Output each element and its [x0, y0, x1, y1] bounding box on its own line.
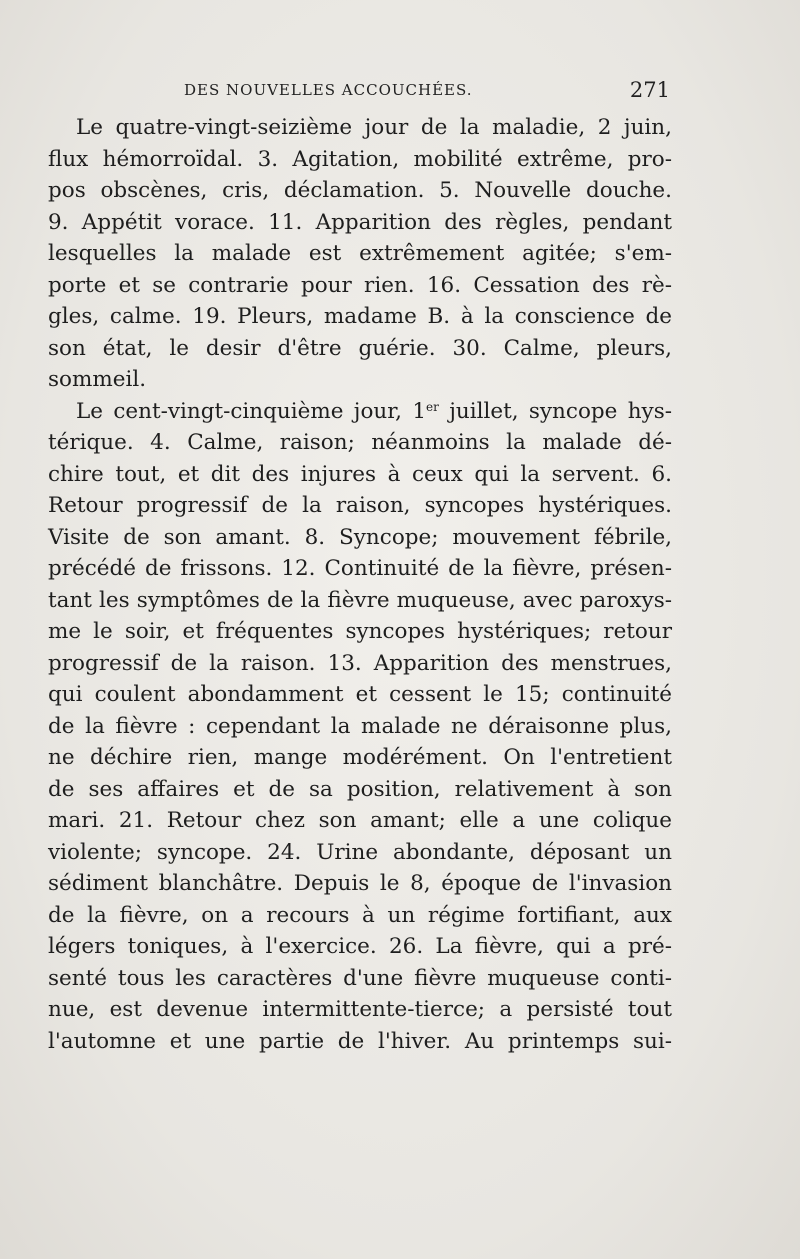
page-number: 271 [629, 78, 670, 102]
text-line: chire tout, et dit des injures à ceux qui la servent. 6. [48, 461, 672, 487]
text-line: flux hémorroïdal. 3. Agitation, mobilité extrême, pro- [48, 146, 672, 172]
text-line: Retour progressif de la raison, syncopes hystériques. [48, 493, 672, 518]
text-line: de la fièvre : cependant la malade ne déraisonne plus, [48, 713, 672, 739]
text-line: tant les symptômes de la fièvre muqueuse, avec paroxys- [48, 587, 672, 613]
text-line: térique. 4. Calme, raison; néanmoins la malade dé- [48, 430, 672, 455]
paragraph-2 [48, 396, 672, 1058]
text-line: Le quatre-vingt-seizième jour de la maladie, 2 juin, [76, 115, 672, 140]
running-head [48, 76, 670, 104]
text-line: son état, le desir d'être guérie. 30. Calme, pleurs, [48, 335, 672, 361]
text-line: porte et se contrarie pour rien. 16. Cessation des rè- [48, 272, 672, 298]
paragraph-1 [48, 112, 672, 396]
text-line: violente; syncope. 24. Urine abondante, déposant un [48, 839, 672, 865]
text-line: lesquelles la malade est extrêmement agitée; s'em- [48, 241, 672, 266]
text-line: précédé de frissons. 12. Continuité de la fièvre, présen- [48, 556, 672, 581]
body-text [48, 112, 672, 1057]
text-line: sommeil. [48, 367, 147, 392]
text-line: Le cent-vingt-cinquième jour, 1er juillet, syncope hys- [76, 398, 672, 424]
text-line: gles, calme. 19. Pleurs, madame B. à la conscience de [48, 304, 672, 329]
text-line: sédiment blanchâtre. Depuis le 8, époque de l'invasion [48, 871, 672, 896]
text-line: de ses affaires et de sa position, relativement à son [48, 776, 672, 802]
text-line: l'automne et une partie de l'hiver. Au printemps sui- [48, 1028, 672, 1054]
text-line: 9. Appétit vorace. 11. Apparition des règles, pendant [48, 209, 672, 235]
text-line: progressif de la raison. 13. Apparition des menstrues, [48, 650, 672, 676]
text-line: me le soir, et fréquentes syncopes hystériques; retour [48, 619, 672, 644]
text-line: senté tous les caractères d'une fièvre muqueuse conti- [48, 965, 672, 991]
text-line: de la fièvre, on a recours à un régime fortifiant, aux [48, 902, 672, 928]
text-line: ne déchire rien, mange modérément. On l'entretient [48, 745, 672, 770]
text-line: qui coulent abondamment et cessent le 15; continuité [48, 682, 672, 707]
text-line: pos obscènes, cris, déclamation. 5. Nouvelle douche. [48, 178, 672, 203]
text-line: nue, est devenue intermittente-tierce; a persisté tout [48, 997, 672, 1022]
text-line: Visite de son amant. 8. Syncope; mouvement fébrile, [48, 524, 672, 550]
text-line: légers toniques, à l'exercice. 26. La fièvre, qui a pré- [48, 934, 672, 959]
text-line: mari. 21. Retour chez son amant; elle a une colique [48, 808, 672, 833]
running-title: DES NOUVELLES ACCOUCHÉES. [184, 81, 473, 99]
